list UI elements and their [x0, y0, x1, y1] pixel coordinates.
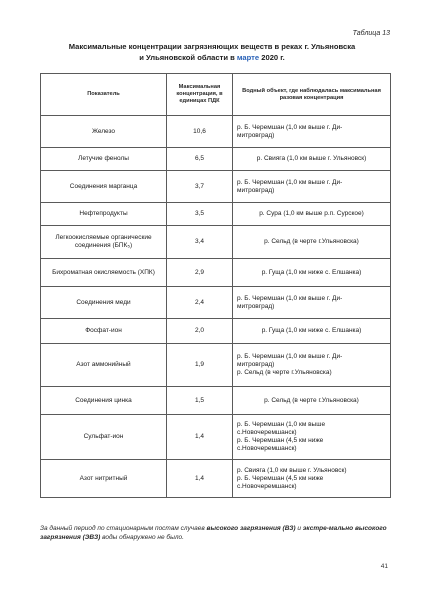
water-body-line: р. Б. Черемшан (4,5 км ниже [237, 437, 324, 444]
footnote [40, 524, 390, 542]
footnote-part-1: За данный период по стационарным постам случаев [40, 525, 207, 532]
table-row [41, 387, 391, 415]
cell-water-body [233, 259, 391, 287]
footnote-high-pollution: высокого загрязнения (ВЗ) [206, 525, 296, 532]
cell-indicator: Бихроматная окисляемость (ХПК) [41, 259, 167, 287]
table-row [41, 415, 391, 460]
concentration-table [40, 73, 391, 498]
page-number: 41 [380, 563, 388, 570]
header-max-concentration: Максимальная концентрация, в единицах ПДК [167, 74, 233, 116]
cell-water-body [233, 171, 391, 203]
cell-max-concentration: 3,7 [167, 171, 233, 203]
table-row [41, 259, 391, 287]
page-title [0, 42, 424, 63]
water-body-line: р. Сельд (в черте г.Ульяновска) [237, 369, 332, 376]
title-line-2-a: и Ульяновской области в [139, 52, 237, 62]
title-line-2-b: 2020 г. [259, 52, 285, 62]
water-body-line: митровград) [237, 302, 275, 310]
cell-water-body [233, 344, 391, 387]
water-body-line: р. Б. Черемшан (1,0 км выше [237, 421, 326, 428]
cell-water-body [233, 460, 391, 498]
cell-indicator: Соединения меди [41, 287, 167, 319]
cell-max-concentration: 1,5 [167, 387, 233, 415]
header-indicator: Показатель [41, 74, 167, 116]
cell-indicator: Азот нитритный [41, 460, 167, 498]
water-body-line: митровград) [237, 361, 275, 368]
cell-indicator: Азот аммонийный [41, 344, 167, 387]
table-header-row [41, 74, 391, 116]
cell-indicator: Летучие фенолы [41, 148, 167, 171]
cell-water-body [233, 148, 391, 171]
water-body-line: р. Сельд (в черте г.Ульяновска) [264, 238, 359, 245]
cell-max-concentration: 6,5 [167, 148, 233, 171]
cell-max-concentration: 2,0 [167, 319, 233, 344]
water-body-line: с.Новочеремшанск) [237, 445, 297, 452]
table-row [41, 344, 391, 387]
water-body-line: митровград) [237, 131, 275, 139]
water-body-line: митровград) [237, 186, 275, 194]
footnote-part-2: и [295, 525, 303, 532]
water-body-line: р. Гуща (1,0 км ниже с. Елшанка) [261, 327, 362, 334]
cell-water-body [233, 415, 391, 460]
cell-water-body [233, 319, 391, 344]
table-row [41, 116, 391, 148]
header-water-body: Водный объект, где наблюдалась максимальная разовая концентрация [233, 74, 391, 116]
water-body-line: р. Сура (1,0 км выше р.п. Сурское) [259, 210, 364, 217]
cell-water-body [233, 287, 391, 319]
cell-water-body [233, 226, 391, 259]
table-row [41, 287, 391, 319]
table-row [41, 460, 391, 498]
table-row [41, 171, 391, 203]
cell-indicator: Сульфат-ион [41, 415, 167, 460]
water-body-line: р. Сельд (в черте г.Ульяновска) [264, 396, 359, 404]
cell-water-body [233, 387, 391, 415]
table-row [41, 226, 391, 259]
water-body-line: р. Б. Черемшан (4,5 км ниже [237, 474, 324, 482]
table-row [41, 203, 391, 226]
cell-max-concentration: 2,4 [167, 287, 233, 319]
cell-max-concentration: 1,4 [167, 460, 233, 498]
title-month-highlight: марте [236, 52, 260, 62]
cell-water-body [233, 203, 391, 226]
water-body-line: р. Гуща (1,0 км ниже с. Елшанка) [261, 268, 362, 276]
table-row [41, 319, 391, 344]
table-label: Таблица 13 [352, 30, 390, 37]
water-body-line: р. Б. Черемшан (1,0 км выше г. Ди- [237, 353, 343, 360]
water-body-line: с.Новочеремшанск) [237, 429, 297, 436]
cell-max-concentration: 1,9 [167, 344, 233, 387]
cell-indicator: Нефтепродукты [41, 203, 167, 226]
cell-max-concentration: 3,4 [167, 226, 233, 259]
water-body-line: р. Свияга (1,0 км выше г. Ульяновск) [256, 155, 367, 162]
water-body-line: с.Новочеремшанск) [237, 482, 297, 490]
footnote-part-3: воды обнаружено не было. [100, 534, 184, 541]
cell-indicator: Соединения марганца [41, 171, 167, 203]
table-body [41, 116, 391, 498]
cell-max-concentration: 3,5 [167, 203, 233, 226]
cell-water-body [233, 116, 391, 148]
cell-indicator: Легкоокисляемые органические соединения (БПК₅) [41, 226, 167, 259]
water-body-line: р. Б. Черемшан (1,0 км выше г. Ди- [237, 294, 343, 302]
cell-max-concentration: 10,6 [167, 116, 233, 148]
water-body-line: р. Б. Черемшан (1,0 км выше г. Ди- [237, 178, 343, 186]
cell-indicator: Железо [41, 116, 167, 148]
table-row [41, 148, 391, 171]
cell-indicator: Фосфат-ион [41, 319, 167, 344]
water-body-line: р. Свияга (1,0 км выше г. Ульяновск) [237, 466, 347, 474]
title-line-2 [0, 53, 424, 64]
footnote-extreme-pollution: экстре-мально высокого загрязнения (ЭВЗ) [40, 525, 387, 541]
cell-indicator: Соединения цинка [41, 387, 167, 415]
cell-max-concentration: 2,9 [167, 259, 233, 287]
cell-max-concentration: 1,4 [167, 415, 233, 460]
title-line-1: Максимальные концентрации загрязняющих веществ в реках г. Ульяновска [68, 42, 356, 51]
water-body-line: р. Б. Черемшан (1,0 км выше г. Ди- [237, 123, 343, 131]
